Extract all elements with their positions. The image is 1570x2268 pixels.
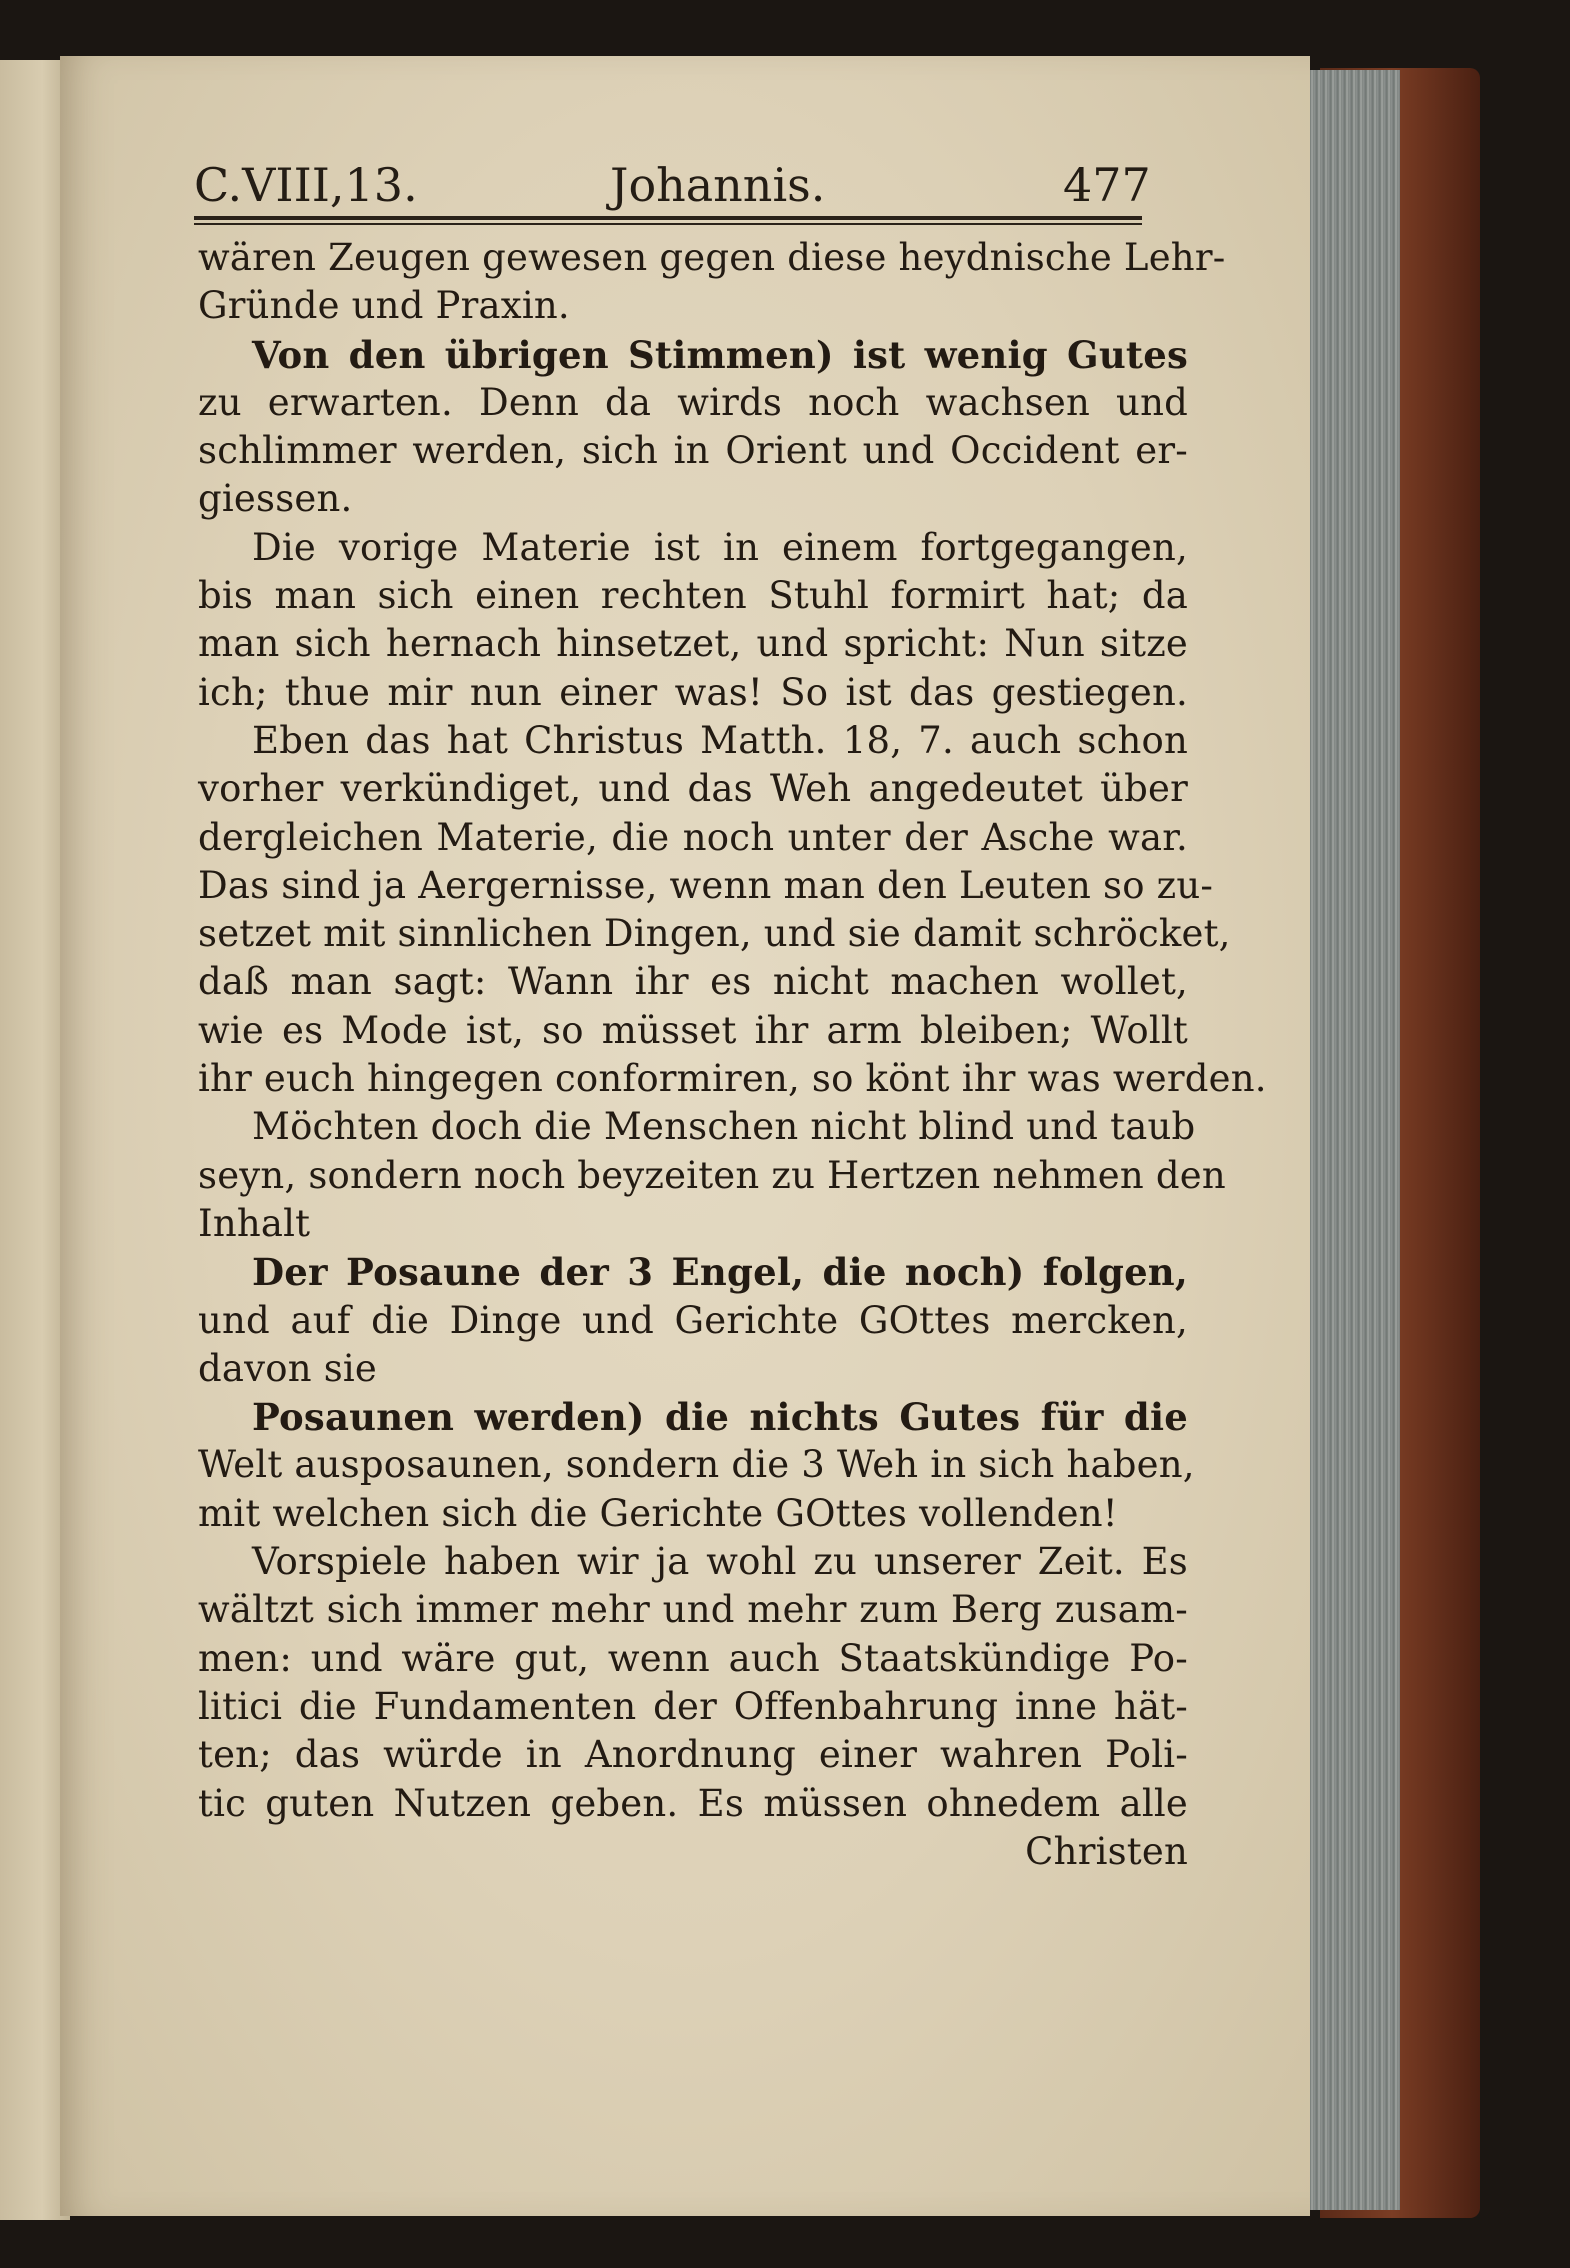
text-line: davon sie	[198, 1346, 378, 1390]
text-line: tic guten Nutzen geben. Es müssen ohnedem alle	[198, 1781, 1188, 1825]
text-line: Vorspiele haben wir ja wohl zu unserer Zeit. Es	[252, 1540, 1188, 1584]
text-line: zu erwarten. Denn da wirds noch wachsen und	[198, 380, 1188, 424]
text-line: Inhalt	[198, 1201, 311, 1245]
text-line: vorher verkündiget, und das Weh angedeutet über	[198, 767, 1188, 811]
text-line: Der Posaune der 3 Engel, die noch) folgen,	[252, 1250, 1188, 1295]
text-line: Eben das hat Christus Matth. 18, 7. auch schon	[252, 718, 1188, 762]
page-number: 477	[1063, 158, 1151, 212]
text-line: Gründe und Praxin.	[198, 284, 570, 328]
text-line: Posaunen werden) die nichts Gutes für die	[252, 1395, 1188, 1440]
body-text	[198, 234, 1267, 1876]
catchword: Christen	[1025, 1829, 1188, 1873]
text-line: wältzt sich immer mehr und mehr zum Berg zusam-	[198, 1588, 1188, 1632]
text-line: giessen.	[198, 477, 353, 521]
text-line: mit welchen sich die Gerichte GOttes vollenden!	[198, 1491, 1118, 1535]
text-line: ten; das würde in Anordnung einer wahren Poli-	[198, 1733, 1188, 1777]
text-line: bis man sich einen rechten Stuhl formirt hat; da	[198, 574, 1188, 618]
text-line: wie es Mode ist, so müsset ihr arm bleiben; Wollt	[198, 1008, 1188, 1052]
text-line: litici die Fundamenten der Offenbahrung inne hät-	[198, 1684, 1188, 1728]
header-rule	[194, 216, 1142, 225]
text-line: men: und wäre gut, wenn auch Staatskündige Po-	[198, 1636, 1188, 1680]
running-title: Johannis.	[610, 158, 826, 212]
text-line: setzet mit sinnlichen Dingen, und sie damit schröcket,	[198, 912, 1231, 956]
text-line: Die vorige Materie ist in einem fortgegangen,	[252, 525, 1188, 569]
text-line: Welt ausposaunen, sondern die 3 Weh in sich haben,	[198, 1443, 1195, 1487]
text-line: schlimmer werden, sich in Orient und Occident er-	[198, 429, 1188, 473]
running-header	[140, 158, 1151, 218]
text-line: Von den übrigen Stimmen) ist wenig Gutes	[252, 332, 1188, 377]
page-edges	[1300, 70, 1400, 2210]
text-line: seyn, sondern noch beyzeiten zu Hertzen nehmen den	[198, 1153, 1226, 1197]
text-line: ihr euch hingegen conformiren, so könt ihr was werden.	[198, 1057, 1267, 1101]
text-line: wären Zeugen gewesen gegen diese heydnische Lehr-	[198, 236, 1226, 279]
text-line: Möchten doch die Menschen nicht blind und taub	[252, 1105, 1196, 1149]
text-line: dergleichen Materie, die noch unter der Asche war.	[198, 815, 1188, 859]
text-line: Das sind ja Aergernisse, wenn man den Leuten so zu-	[198, 863, 1214, 907]
text-line: daß man sagt: Wann ihr es nicht machen wollet,	[198, 960, 1188, 1004]
chapter-reference: C.VIII,13.	[194, 158, 418, 212]
text-line: und auf die Dinge und Gerichte GOttes mercken,	[198, 1298, 1188, 1342]
text-line: man sich hernach hinsetzet, und spricht: Nun sitze	[198, 622, 1188, 666]
text-line: ich; thue mir nun einer was! So ist das gestiegen.	[198, 670, 1188, 714]
